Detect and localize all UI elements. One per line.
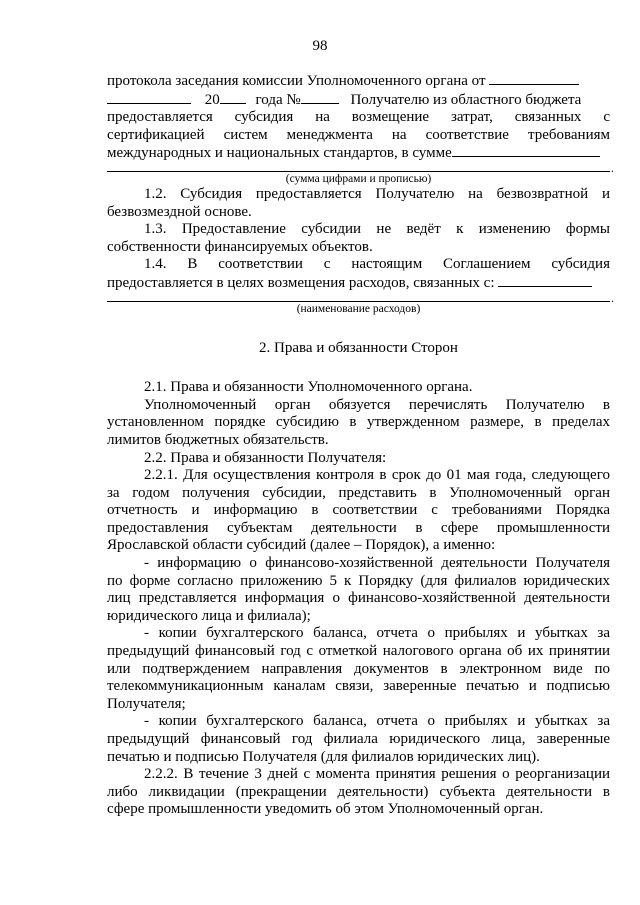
expenses-underline: . — [107, 293, 610, 302]
bullet-branch-balance — [107, 713, 610, 766]
p12-line-1: 1.2. Субсидия предоставляется Получателю на безвозвратной и — [144, 185, 610, 202]
bullet-financial-info — [107, 555, 610, 625]
year-label: 20 — [204, 91, 220, 108]
page-number: 98 — [312, 38, 328, 54]
bullet2-line-3: или подтверждением направления документов в электронном виде по — [107, 660, 610, 677]
caption-expenses: (наименование расходов) — [296, 302, 421, 315]
bullet3-line-2: предыдущий финансовый год филиала юридического лица, заверенные — [107, 731, 610, 747]
protocol-date-blank-2 — [107, 91, 191, 104]
document-body — [107, 72, 614, 819]
p21a-line-1: Уполномоченный орган обязуется перечислять Получателю в — [144, 396, 610, 413]
bullet1-line-3: лиц представляется информация о финансово-хозяйственной деятельности — [107, 590, 610, 607]
protocol-date-blank — [489, 72, 579, 85]
intro-line-2-tail: Получателю из областного бюджета — [350, 91, 582, 108]
paragraph-2-2-1 — [107, 467, 610, 555]
intro-line-3: предоставляется субсидия на возмещение затрат, связанных с — [107, 109, 610, 126]
p21-text: 2.1. Права и обязанности Уполномоченного органа. — [144, 379, 473, 396]
sum-blank — [452, 144, 600, 157]
p22-text: 2.2. Права и обязанности Получателя: — [144, 449, 387, 466]
bullet3-line-1: - копии бухгалтерского баланса, отчета о прибылях и убытках за — [144, 713, 610, 730]
p221-line-5: Ярославской области субсидий (далее – Порядок), а именно: — [107, 537, 496, 554]
caption-sum: (сумма цифрами и прописью) — [285, 172, 432, 185]
paragraph-1-2 — [107, 186, 610, 221]
p12-line-2: безвозмездной основе. — [107, 203, 252, 220]
paragraph-1-3 — [107, 221, 610, 256]
bullet-balance-copies — [107, 625, 610, 713]
bullet2-line-5: Получателя; — [107, 695, 186, 712]
paragraph-1-4 — [107, 256, 614, 315]
intro-line-1: протокола заседания комиссии Уполномоченного органа от — [107, 73, 486, 89]
bullet2-line-4: телекоммуникационным каналам связи, заверенные печатью и подписью — [107, 678, 610, 695]
bullet2-line-2: предыдущий финансовый год с отметкой налогового органа об их принятии — [107, 643, 610, 660]
protocol-number-blank — [301, 91, 339, 104]
intro-line-5: международных и национальных стандартов, в сумме — [107, 145, 452, 162]
bullet2-line-1: - копии бухгалтерского баланса, отчета о прибылях и убытках за — [144, 625, 610, 642]
p14-line-1: 1.4. В соответствии с настоящим Соглашением субсидия — [144, 256, 610, 273]
p14-line-2: предоставляется в целях возмещения расходов, связанных с: — [107, 274, 495, 291]
p221-line-2: за годом получения субсидии, представить в Уполномоченный орган — [107, 484, 610, 501]
p222-line-2: либо ликвидации (прекращении деятельности) субъекта деятельности в — [107, 783, 610, 800]
p221-line-4: предоставления субъектам деятельности в сфере промышленности — [107, 519, 610, 536]
sum-underline: . — [107, 163, 610, 172]
p222-line-1: 2.2.2. В течение 3 дней с момента принятия решения о реорганизации — [144, 766, 610, 783]
p21a-line-2: установленном порядке субсидию в утвержденном размере, в пределах — [107, 414, 610, 431]
bullet1-line-4: юридического лица и филиала); — [107, 607, 311, 624]
p21a-line-3: лимитов бюджетных обязательств. — [107, 431, 329, 448]
p221-line-3: отчетность и информацию в соответствии с требованиями Порядка — [107, 502, 610, 519]
year-blank — [220, 91, 246, 104]
p13-line-1: 1.3. Предоставление субсидии не ведёт к изменению формы — [144, 221, 610, 238]
bullet3-line-3: печатью и подписью Получателя (для филиалов юридических лиц). — [107, 748, 540, 765]
p221-line-1: 2.2.1. Для осуществления контроля в срок до 01 мая года, следующего — [144, 467, 610, 484]
p222-line-3: сфере промышленности уведомить об этом Уполномоченный орган. — [107, 801, 544, 818]
section-2-heading: 2. Права и обязанности Сторон — [259, 339, 458, 356]
bullet1-line-2: по форме согласно приложению 5 к Порядку (для филиалов юридических — [107, 572, 610, 589]
bullet1-line-1: - информацию о финансово-хозяйственной деятельности Получателя — [144, 555, 610, 572]
paragraph-2-2-2 — [107, 766, 610, 819]
intro-line-4: сертификацией систем менеджмента на соответствие требованиям — [107, 126, 610, 143]
number-label: года № — [255, 91, 301, 108]
paragraph-2-1-body — [107, 397, 610, 450]
expenses-blank — [498, 274, 592, 287]
p13-line-2: собственности финансируемых объектов. — [107, 238, 373, 255]
intro-paragraph — [107, 72, 614, 186]
